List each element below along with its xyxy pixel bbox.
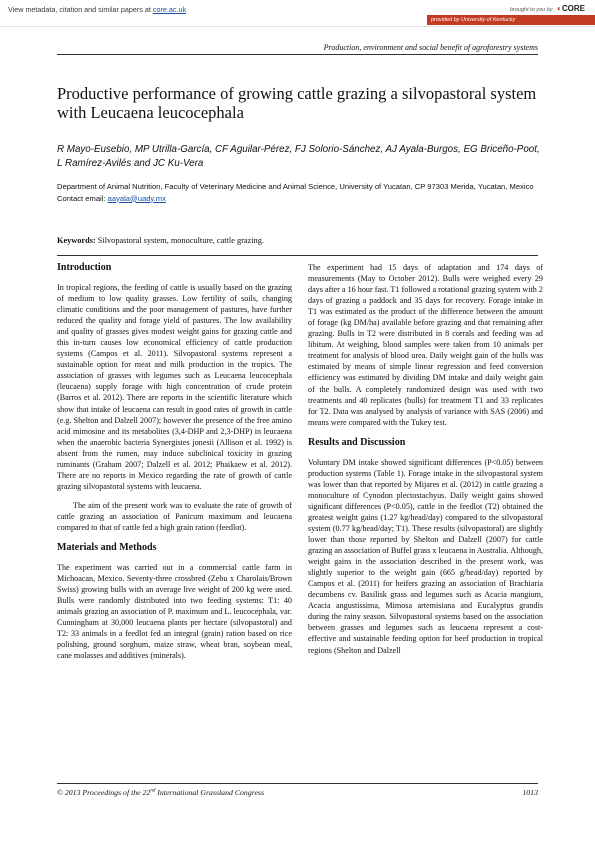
methods-paragraph-2: The experiment had 15 days of adaptation and 174 days of measurements (May to October 2012). Bulls were weighed every 29 days after a 16 hour fast. T1 followed a rotational grazing system with 2 days of grazing a paddock and 35 days for recovery. Forage intake in T1 was estimated as the product of the difference between the amount of forage (kg DM/ha) available before grazing and that remaining after grazing. Bulls in T2 were distributed in 8 corrals and feeding was ad libitum. At weighing, blood samples were taken from 10 animals per treatment for analysis of blood urea. Daily weight gain of the bulls was estimated by means of simple linear regression and feed conversion efficiency was estimated by dividing DM intake and daily weight gain of the bulls. A completely randomized design was used with two treatments and 40 replicates (bulls) for treatment T1 and 33 replicates for T2. Data was analysed by analysis of variance with SAS (2006) and means were compared with the Tukey test. [308,263,543,427]
contact-label: Contact email: [57,193,108,203]
results-heading: Results and Discussion [308,436,406,448]
header-rule [57,54,538,55]
affiliation-block [57,181,547,204]
keywords-text: Silvopastoral system, monoculture, cattle grazing. [95,236,264,245]
contact-line [57,193,547,205]
page-number: 1013 [522,788,538,797]
footer-suffix: International Grassland Congress [155,788,265,797]
footer-prefix: © 2013 Proceedings of the 22 [57,788,151,797]
author-list: R Mayo-Eusebio, MP Utrilla-García, CF Aguilar-Pérez, FJ Solorio-Sánchez, AJ Ayala-Burgos, EG Briceño-Poot, L Ramírez-Avilés and JC Ku-Vera [57,144,540,169]
brought-by-text: brought to you by [509,7,553,13]
right-column [308,262,543,656]
introduction-paragraph-1: In tropical regions, the feeding of cattle is usually based on the grazing of medium to low quality grasses. Low fertility of soils, changing climatic conditions and the poor management of pastures, have further reduced the quality and forage yield of pastures. The low availability and quality of grasses gives modest weight gains for grazing cattle and this in-turn causes low economical efficiency of cattle production systems (Campos et al. 2011). Silvopastoral systems represent a sustainable option for meat and milk production in the tropics. The association of grasses with legumes such as Leucaena leucocephala (leucaena) supply forage with high concentration of crude protein (Barros et al. 2012). There are reports in the scientific literature which show that intake of leucaena can result in good rates of growth in cattle (e.g. Shelton and Dalzell 2007); however the presence of the free amino acid mimosine and its metabolites (3,4-DHP and 2,3-DHP) in leucaena when the anaerobic bacteria Synergistes jonesii (Allison et al. 1992) is absent from the rumen, may induce subclinical toxicity in grazing ruminants (Graham 2007; Dalzell et al. 2012; Phaikaew et al. 2012). There are no reports in Mexico regarding the rate of growth of cattle grazing silvopastoral systems with leucaena. [57,283,292,491]
core-banner [0,0,595,27]
introduction-paragraph-2: The aim of the present work was to evaluate the rate of growth of cattle grazing an association of Panicum maximum and leucaena compared to that of cattle fed a high grain ration (feedlot). [57,500,292,532]
core-metadata-link-line [8,5,186,14]
keywords-label: Keywords: [57,236,96,245]
paper-title: Productive performance of growing cattle grazing a silvopastoral system with Leucaena leucocephala [57,84,537,122]
core-logo[interactable] [557,4,585,13]
contact-email-link[interactable]: aayala@uady.mx [107,193,166,203]
core-branding [510,4,585,13]
core-logo-text: CORE [561,4,585,13]
core-link-prefix: View metadata, citation and similar papers at [8,5,153,14]
provided-by-banner: provided by University of Kentucky [427,15,595,25]
footer-proceedings [57,788,264,797]
results-paragraph-1: Voluntary DM intake showed significant differences (P<0.05) between production systems (Table 1). Forage intake in the silvopastoral system was lower than that reported by Mijares et al. (2012) in cattle grazing a monoculture of Cynodon plectostachyus. Daily weight gains showed significant differences (P<0.05), cattle in the feedlot (T2) obtained the greatest weight gains (1.27 kg/head/day) compared to the silvopastoral system (0.77 kg/head/day; T1). These results (silvopastoral) are slightly lower than those reported by Shelton and Dalzell (2007) for cattle grazing an association of Buffel grass x leucaena in Australia. Although, weight gains in the association described in the present work, was slightly superior to the weight gain (665 g/head/day) reported by Campos et al. (2011) for heifers grazing an association of Brachiaria decumbens cv. Basilisk grass and legumes such as Acacia mangium, Acacia angustissima, Mimosa artemisiana and Eucalyptus grandis during the rainy season. Silvopastoral systems based on the association between grasses and legumes such as leucaena represent a cost-effective and sustainable feeding option for beef production in tropical regions (Shelton and Dalzell [308,457,543,655]
keywords-line [57,236,547,245]
methods-heading: Materials and Methods [57,542,157,554]
section-divider [57,255,538,256]
core-link[interactable]: core.ac.uk [152,5,187,14]
introduction-heading: Introduction [57,262,112,273]
footer-superscript: nd [150,788,156,794]
footer-rule [57,783,538,784]
methods-paragraph-1: The experiment was carried out in a commercial cattle farm in Michoacan, Mexico. Seventy-three crossbred (Zebu x Charolais/Brown Swiss) growing bulls with an average live weight of 200 kg were used. Bulls were randomly distributed into two feeding systems: T1: 40 animals grazing an association of P. maximum and L. leucocephala, var. Cunningham at 30,000 leucaena plants per hectare (silvopastoral) and T2: 33 animals in a feedlot fed an integral (grain) ration based on rice polishing, ground sorghum, maize straw, wheat bran, soybean meal, cane molasses and additives (minerals). [57,563,292,661]
core-logo-icon: ◐ [557,4,562,13]
running-head: Production, environment and social benefit of agroforestry systems [323,43,538,52]
left-column [57,262,292,661]
affiliation: Department of Animal Nutrition, Faculty of Veterinary Medicine and Animal Science, University of Yucatan, CP 97303 Merida, Yucatan, Mexico [57,182,534,191]
